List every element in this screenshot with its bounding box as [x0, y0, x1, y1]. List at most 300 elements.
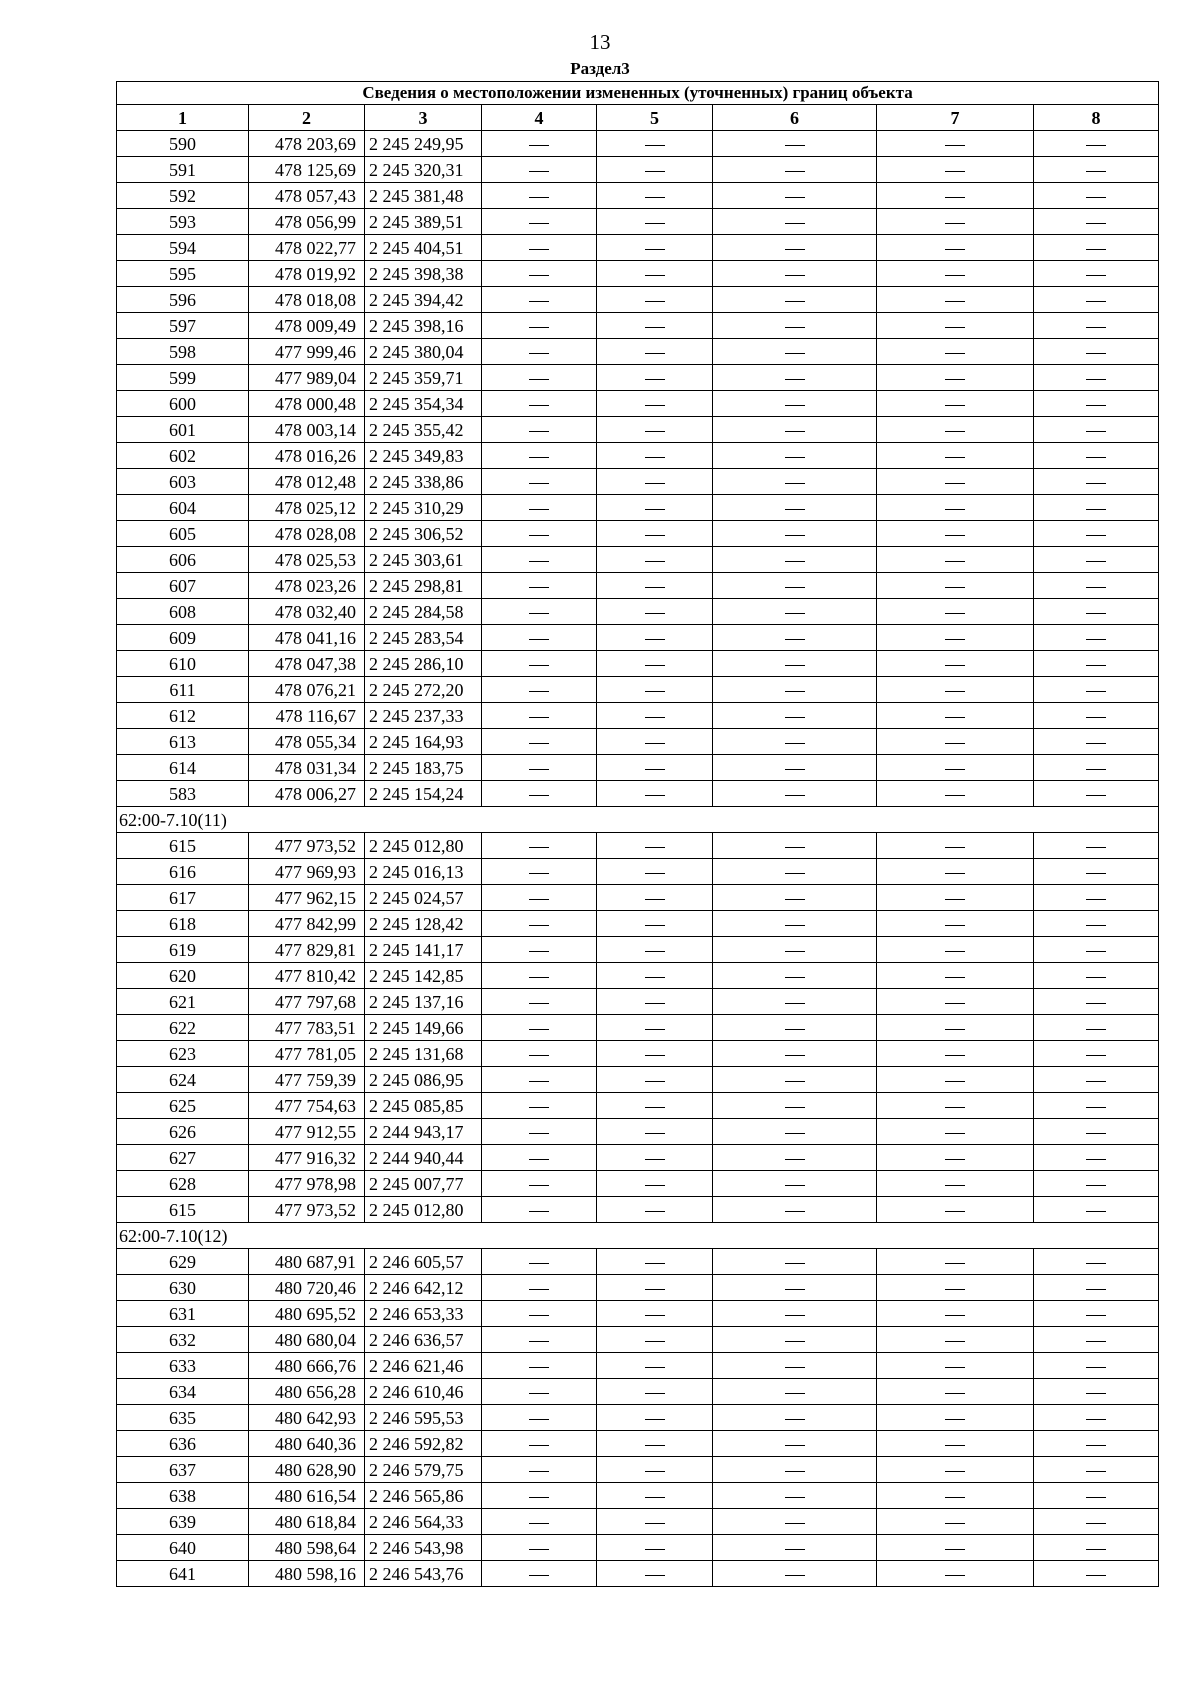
empty-value-cell	[877, 469, 1034, 495]
dash-mark	[945, 1315, 965, 1316]
dash-mark	[945, 639, 965, 640]
dash-mark	[645, 665, 665, 666]
table-row	[117, 1405, 1159, 1431]
dash-mark	[529, 379, 549, 380]
empty-value-cell	[597, 313, 713, 339]
point-number-cell: 602	[117, 443, 249, 469]
dash-mark	[1086, 743, 1106, 744]
empty-value-cell	[877, 443, 1034, 469]
x-coordinate-cell: 480 598,16	[249, 1561, 365, 1587]
dash-mark	[645, 1159, 665, 1160]
dash-mark	[945, 977, 965, 978]
empty-value-cell	[482, 989, 597, 1015]
table-row	[117, 547, 1159, 573]
empty-value-cell	[597, 703, 713, 729]
y-coordinate-cell: 2 246 605,57	[365, 1249, 482, 1275]
point-number-cell: 583	[117, 781, 249, 807]
point-number-cell: 627	[117, 1145, 249, 1171]
empty-value-cell	[482, 781, 597, 807]
empty-value-cell	[597, 1509, 713, 1535]
dash-mark	[945, 1055, 965, 1056]
y-coordinate-cell: 2 245 149,66	[365, 1015, 482, 1041]
y-coordinate-cell: 2 245 389,51	[365, 209, 482, 235]
dash-mark	[785, 769, 805, 770]
x-coordinate-cell: 478 047,38	[249, 651, 365, 677]
dash-mark	[945, 223, 965, 224]
empty-value-cell	[482, 287, 597, 313]
empty-value-cell	[713, 781, 877, 807]
y-coordinate-cell: 2 246 636,57	[365, 1327, 482, 1353]
dash-mark	[529, 561, 549, 562]
x-coordinate-cell: 480 687,91	[249, 1249, 365, 1275]
dash-mark	[1086, 483, 1106, 484]
empty-value-cell	[597, 1483, 713, 1509]
dash-mark	[785, 1185, 805, 1186]
table-row	[117, 703, 1159, 729]
empty-value-cell	[597, 261, 713, 287]
empty-value-cell	[713, 1197, 877, 1223]
dash-mark	[1086, 1029, 1106, 1030]
empty-value-cell	[877, 1561, 1034, 1587]
empty-value-cell	[713, 1093, 877, 1119]
x-coordinate-cell: 477 842,99	[249, 911, 365, 937]
empty-value-cell	[713, 1249, 877, 1275]
dash-mark	[785, 639, 805, 640]
point-number-cell: 604	[117, 495, 249, 521]
table-row	[117, 469, 1159, 495]
dash-mark	[1086, 1263, 1106, 1264]
empty-value-cell	[482, 313, 597, 339]
x-coordinate-cell: 478 028,08	[249, 521, 365, 547]
empty-value-cell	[877, 183, 1034, 209]
dash-mark	[785, 1055, 805, 1056]
table-row	[117, 1353, 1159, 1379]
dash-mark	[529, 587, 549, 588]
empty-value-cell	[597, 755, 713, 781]
table-row	[117, 937, 1159, 963]
dash-mark	[645, 353, 665, 354]
dash-mark	[529, 405, 549, 406]
dash-mark	[645, 769, 665, 770]
empty-value-cell	[482, 1327, 597, 1353]
dash-mark	[1086, 873, 1106, 874]
dash-mark	[1086, 223, 1106, 224]
empty-value-cell	[482, 1405, 597, 1431]
empty-value-cell	[597, 651, 713, 677]
dash-mark	[945, 327, 965, 328]
y-coordinate-cell: 2 245 012,80	[365, 1197, 482, 1223]
y-coordinate-cell: 2 245 183,75	[365, 755, 482, 781]
empty-value-cell	[713, 1379, 877, 1405]
dash-mark	[785, 275, 805, 276]
empty-value-cell	[1034, 885, 1159, 911]
dash-mark	[529, 1289, 549, 1290]
empty-value-cell	[482, 1093, 597, 1119]
empty-value-cell	[877, 937, 1034, 963]
dash-mark	[945, 899, 965, 900]
empty-value-cell	[482, 131, 597, 157]
dash-mark	[945, 1211, 965, 1212]
empty-value-cell	[482, 937, 597, 963]
empty-value-cell	[482, 1457, 597, 1483]
empty-value-cell	[877, 1249, 1034, 1275]
dash-mark	[1086, 1523, 1106, 1524]
column-header: 5	[597, 105, 713, 131]
dash-mark	[945, 1471, 965, 1472]
empty-value-cell	[482, 1535, 597, 1561]
table-row	[117, 1015, 1159, 1041]
x-coordinate-cell: 477 973,52	[249, 833, 365, 859]
empty-value-cell	[877, 1379, 1034, 1405]
empty-value-cell	[877, 573, 1034, 599]
empty-value-cell	[877, 781, 1034, 807]
empty-value-cell	[597, 547, 713, 573]
empty-value-cell	[1034, 417, 1159, 443]
empty-value-cell	[1034, 1197, 1159, 1223]
point-number-cell: 622	[117, 1015, 249, 1041]
dash-mark	[645, 1055, 665, 1056]
dash-mark	[645, 899, 665, 900]
point-number-cell: 603	[117, 469, 249, 495]
empty-value-cell	[877, 1067, 1034, 1093]
empty-value-cell	[713, 989, 877, 1015]
dash-mark	[529, 1393, 549, 1394]
table-title: Сведения о местоположении измененных (уточненных) границ объекта	[117, 82, 1159, 105]
dash-mark	[1086, 171, 1106, 172]
dash-mark	[529, 951, 549, 952]
dash-mark	[1086, 1081, 1106, 1082]
empty-value-cell	[877, 1275, 1034, 1301]
dash-mark	[945, 1523, 965, 1524]
empty-value-cell	[1034, 469, 1159, 495]
y-coordinate-cell: 2 245 131,68	[365, 1041, 482, 1067]
dash-mark	[645, 951, 665, 952]
empty-value-cell	[1034, 443, 1159, 469]
empty-value-cell	[713, 729, 877, 755]
empty-value-cell	[597, 365, 713, 391]
table-row	[117, 1041, 1159, 1067]
y-coordinate-cell: 2 245 283,54	[365, 625, 482, 651]
y-coordinate-cell: 2 244 940,44	[365, 1145, 482, 1171]
table-row	[117, 833, 1159, 859]
dash-mark	[785, 1029, 805, 1030]
dash-mark	[945, 1263, 965, 1264]
empty-value-cell	[713, 677, 877, 703]
x-coordinate-cell: 478 009,49	[249, 313, 365, 339]
x-coordinate-cell: 477 912,55	[249, 1119, 365, 1145]
y-coordinate-cell: 2 245 286,10	[365, 651, 482, 677]
dash-mark	[529, 1445, 549, 1446]
dash-mark	[1086, 795, 1106, 796]
empty-value-cell	[877, 1145, 1034, 1171]
dash-mark	[645, 1575, 665, 1576]
dash-mark	[785, 1263, 805, 1264]
empty-value-cell	[877, 391, 1034, 417]
empty-value-cell	[1034, 1509, 1159, 1535]
dash-mark	[645, 1081, 665, 1082]
dash-mark	[645, 743, 665, 744]
dash-mark	[1086, 1393, 1106, 1394]
empty-value-cell	[597, 131, 713, 157]
empty-value-cell	[713, 521, 877, 547]
dash-mark	[945, 197, 965, 198]
dash-mark	[785, 795, 805, 796]
empty-value-cell	[713, 365, 877, 391]
table-row	[117, 599, 1159, 625]
empty-value-cell	[713, 1327, 877, 1353]
point-number-cell: 619	[117, 937, 249, 963]
x-coordinate-cell: 477 754,63	[249, 1093, 365, 1119]
dash-mark	[1086, 587, 1106, 588]
dash-mark	[1086, 1471, 1106, 1472]
dash-mark	[529, 1523, 549, 1524]
table-row	[117, 651, 1159, 677]
x-coordinate-cell: 478 016,26	[249, 443, 365, 469]
table-row	[117, 1249, 1159, 1275]
dash-mark	[1086, 431, 1106, 432]
empty-value-cell	[1034, 1353, 1159, 1379]
empty-value-cell	[877, 1197, 1034, 1223]
dash-mark	[1086, 613, 1106, 614]
point-number-cell: 638	[117, 1483, 249, 1509]
dash-mark	[529, 509, 549, 510]
table-row	[117, 1275, 1159, 1301]
empty-value-cell	[482, 963, 597, 989]
table-row	[117, 755, 1159, 781]
y-coordinate-cell: 2 245 320,31	[365, 157, 482, 183]
dash-mark	[945, 769, 965, 770]
x-coordinate-cell: 480 680,04	[249, 1327, 365, 1353]
point-number-cell: 615	[117, 833, 249, 859]
y-coordinate-cell: 2 246 621,46	[365, 1353, 482, 1379]
empty-value-cell	[482, 1509, 597, 1535]
dash-mark	[529, 1055, 549, 1056]
dash-mark	[785, 1367, 805, 1368]
y-coordinate-cell: 2 245 398,16	[365, 313, 482, 339]
dash-mark	[529, 535, 549, 536]
table-row	[117, 1457, 1159, 1483]
table-row	[117, 1093, 1159, 1119]
x-coordinate-cell: 478 032,40	[249, 599, 365, 625]
point-number-cell: 628	[117, 1171, 249, 1197]
empty-value-cell	[877, 963, 1034, 989]
y-coordinate-cell: 2 245 137,16	[365, 989, 482, 1015]
empty-value-cell	[713, 547, 877, 573]
y-coordinate-cell: 2 245 303,61	[365, 547, 482, 573]
empty-value-cell	[597, 235, 713, 261]
empty-value-cell	[597, 937, 713, 963]
table-row	[117, 911, 1159, 937]
empty-value-cell	[482, 365, 597, 391]
dash-mark	[785, 249, 805, 250]
empty-value-cell	[1034, 937, 1159, 963]
y-coordinate-cell: 2 245 284,58	[365, 599, 482, 625]
empty-value-cell	[1034, 1301, 1159, 1327]
table-row	[117, 1067, 1159, 1093]
dash-mark	[945, 743, 965, 744]
empty-value-cell	[597, 1015, 713, 1041]
empty-value-cell	[482, 209, 597, 235]
point-number-cell: 612	[117, 703, 249, 729]
y-coordinate-cell: 2 245 354,34	[365, 391, 482, 417]
dash-mark	[645, 1497, 665, 1498]
point-number-cell: 605	[117, 521, 249, 547]
empty-value-cell	[597, 469, 713, 495]
x-coordinate-cell: 477 973,52	[249, 1197, 365, 1223]
y-coordinate-cell: 2 245 380,04	[365, 339, 482, 365]
y-coordinate-cell: 2 245 272,20	[365, 677, 482, 703]
dash-mark	[1086, 1107, 1106, 1108]
empty-value-cell	[713, 1483, 877, 1509]
table-row	[117, 989, 1159, 1015]
empty-value-cell	[877, 131, 1034, 157]
dash-mark	[785, 457, 805, 458]
empty-value-cell	[1034, 521, 1159, 547]
x-coordinate-cell: 478 055,34	[249, 729, 365, 755]
dash-mark	[945, 1497, 965, 1498]
dash-mark	[945, 1549, 965, 1550]
point-number-cell: 623	[117, 1041, 249, 1067]
empty-value-cell	[713, 339, 877, 365]
dash-mark	[645, 223, 665, 224]
section-label: Раздел3	[570, 59, 630, 78]
empty-value-cell	[713, 287, 877, 313]
dash-mark	[1086, 145, 1106, 146]
dash-mark	[945, 301, 965, 302]
empty-value-cell	[1034, 911, 1159, 937]
x-coordinate-cell: 480 656,28	[249, 1379, 365, 1405]
empty-value-cell	[877, 1301, 1034, 1327]
x-coordinate-cell: 477 969,93	[249, 859, 365, 885]
y-coordinate-cell: 2 245 164,93	[365, 729, 482, 755]
dash-mark	[785, 379, 805, 380]
empty-value-cell	[877, 157, 1034, 183]
table-row	[117, 235, 1159, 261]
dash-mark	[1086, 1497, 1106, 1498]
empty-value-cell	[713, 859, 877, 885]
empty-value-cell	[597, 1067, 713, 1093]
empty-value-cell	[482, 1041, 597, 1067]
point-number-cell: 599	[117, 365, 249, 391]
x-coordinate-cell: 477 999,46	[249, 339, 365, 365]
dash-mark	[785, 743, 805, 744]
x-coordinate-cell: 477 962,15	[249, 885, 365, 911]
dash-mark	[1086, 1003, 1106, 1004]
empty-value-cell	[877, 495, 1034, 521]
empty-value-cell	[1034, 625, 1159, 651]
dash-mark	[1086, 769, 1106, 770]
dash-mark	[529, 1341, 549, 1342]
empty-value-cell	[877, 547, 1034, 573]
table-row	[117, 1327, 1159, 1353]
dash-mark	[1086, 951, 1106, 952]
dash-mark	[785, 171, 805, 172]
dash-mark	[1086, 1367, 1106, 1368]
point-number-cell: 611	[117, 677, 249, 703]
dash-mark	[945, 951, 965, 952]
empty-value-cell	[1034, 1275, 1159, 1301]
table-row	[117, 183, 1159, 209]
dash-mark	[529, 795, 549, 796]
boundary-coordinates-table	[116, 81, 1159, 1587]
dash-mark	[645, 1393, 665, 1394]
dash-mark	[785, 1107, 805, 1108]
dash-mark	[645, 717, 665, 718]
dash-mark	[645, 691, 665, 692]
empty-value-cell	[877, 677, 1034, 703]
dash-mark	[645, 457, 665, 458]
dash-mark	[645, 1003, 665, 1004]
x-coordinate-cell: 478 025,12	[249, 495, 365, 521]
column-header: 1	[117, 105, 249, 131]
dash-mark	[945, 691, 965, 692]
empty-value-cell	[713, 391, 877, 417]
column-header-row	[117, 105, 1159, 131]
dash-mark	[785, 1549, 805, 1550]
y-coordinate-cell: 2 245 086,95	[365, 1067, 482, 1093]
dash-mark	[1086, 1549, 1106, 1550]
dash-mark	[785, 1315, 805, 1316]
dash-mark	[945, 717, 965, 718]
empty-value-cell	[877, 1015, 1034, 1041]
x-coordinate-cell: 478 006,27	[249, 781, 365, 807]
empty-value-cell	[713, 313, 877, 339]
dash-mark	[785, 925, 805, 926]
empty-value-cell	[597, 1379, 713, 1405]
empty-value-cell	[482, 1197, 597, 1223]
empty-value-cell	[877, 1041, 1034, 1067]
y-coordinate-cell: 2 245 394,42	[365, 287, 482, 313]
empty-value-cell	[713, 963, 877, 989]
dash-mark	[645, 1523, 665, 1524]
x-coordinate-cell: 480 642,93	[249, 1405, 365, 1431]
empty-value-cell	[713, 235, 877, 261]
empty-value-cell	[1034, 157, 1159, 183]
empty-value-cell	[713, 703, 877, 729]
dash-mark	[1086, 379, 1106, 380]
point-number-cell: 624	[117, 1067, 249, 1093]
empty-value-cell	[597, 183, 713, 209]
y-coordinate-cell: 2 246 595,53	[365, 1405, 482, 1431]
table-row	[117, 625, 1159, 651]
empty-value-cell	[597, 729, 713, 755]
dash-mark	[529, 1003, 549, 1004]
table-row	[117, 365, 1159, 391]
table-row	[117, 859, 1159, 885]
point-number-cell: 609	[117, 625, 249, 651]
empty-value-cell	[597, 1431, 713, 1457]
point-number-cell: 610	[117, 651, 249, 677]
empty-value-cell	[877, 625, 1034, 651]
dash-mark	[529, 1315, 549, 1316]
x-coordinate-cell: 477 810,42	[249, 963, 365, 989]
dash-mark	[645, 1419, 665, 1420]
table-row	[117, 209, 1159, 235]
dash-mark	[1086, 977, 1106, 978]
point-number-cell: 639	[117, 1509, 249, 1535]
dash-mark	[785, 1523, 805, 1524]
empty-value-cell	[877, 365, 1034, 391]
dash-mark	[645, 1107, 665, 1108]
dash-mark	[785, 535, 805, 536]
dash-mark	[785, 509, 805, 510]
dash-mark	[945, 1367, 965, 1368]
dash-mark	[945, 483, 965, 484]
table-row	[117, 1145, 1159, 1171]
y-coordinate-cell: 2 245 012,80	[365, 833, 482, 859]
empty-value-cell	[482, 1561, 597, 1587]
point-number-cell: 634	[117, 1379, 249, 1405]
